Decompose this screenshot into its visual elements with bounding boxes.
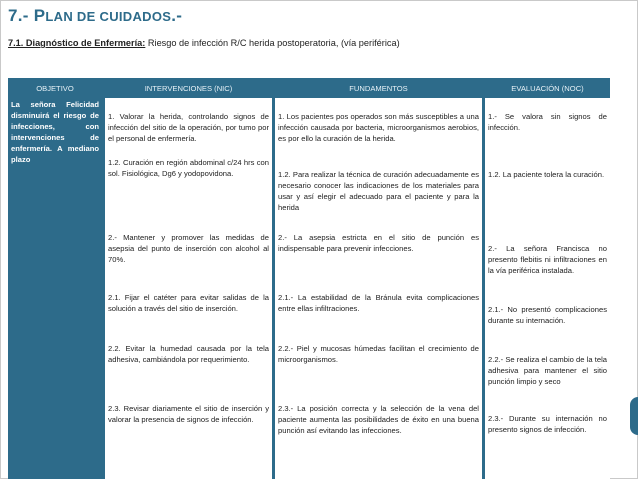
evaluacion-item: 2.- La señora Francisca no presento flebitis ni infiltraciones en la vía periférica instalada.	[488, 244, 607, 275]
fundamento-item: 2.- La asepsia estricta en el sitio de punción es indispensable para prevenir infecciones.	[278, 233, 479, 253]
fundamento-item: 2.1.- La estabilidad de la Bránula evita complicaciones entre ellas infiltraciones.	[278, 293, 479, 313]
diagnosis-text: Riesgo de infección R/C herida postoperatoria, (vía periférica)	[145, 38, 400, 48]
evaluacion-item: 2.3.- Durante su internación no presento signos de infección.	[488, 414, 607, 434]
intervencion-item: 2.3. Revisar diariamente el sitio de inserción y valorar la presencia de signos de infección.	[108, 404, 269, 424]
header-evaluacion: EVALUACIÓN (NOC)	[485, 78, 610, 98]
fundamento-item: 1. Los pacientes pos operados son más susceptibles a una infección causada por bacteria, microorganismos aerobios, es por ello la curación de la herida.	[278, 112, 479, 143]
intervenciones-cell	[105, 98, 272, 479]
header-objetivo: OBJETIVO	[8, 78, 102, 98]
objetivo-cell	[8, 98, 102, 479]
intervencion-item: 1.2. Curación en región abdominal c/24 hrs con sol. Fisiológica, Dg6 y yodopovidona.	[108, 158, 269, 178]
intervencion-item: 1. Valorar la herida, controlando signos de infección del sitio de la operación, por tumo por el personal de enfermería.	[108, 112, 269, 143]
evaluacion-cell	[485, 98, 610, 479]
fundamentos-cell	[275, 98, 482, 479]
slide-edge-tab	[630, 397, 638, 435]
header-fundamentos: FUNDAMENTOS	[275, 78, 482, 98]
evaluacion-item: 1.2. La paciente tolera la curación.	[488, 170, 605, 179]
intervencion-item: 2.2. Evitar la humedad causada por la tela adhesiva, cambiándola por requerimiento.	[108, 344, 269, 364]
fundamento-item: 2.2.- Piel y mucosas húmedas facilitan el crecimiento de microorganismos.	[278, 344, 479, 364]
header-intervenciones: INTERVENCIONES (NIC)	[105, 78, 272, 98]
evaluacion-item: 1.- Se valora sin signos de infección.	[488, 112, 607, 132]
diagnosis-subtitle	[8, 38, 400, 48]
fundamento-item: 2.3.- La posición correcta y la selección de la vena del paciente aumenta las posibilidades de éxito en una buena punción así evitando las infecciones.	[278, 404, 479, 435]
page-title: 7.- PLAN DE CUIDADOS.-	[8, 6, 183, 25]
evaluacion-item: 2.2.- Se realiza el cambio de la tela adhesiva para mantener el sitio punción limpio y seco	[488, 355, 607, 386]
evaluacion-item: 2.1.- No presentó complicaciones durante su internación.	[488, 305, 607, 325]
fundamento-item: 1.2. Para realizar la técnica de curación adecuadamente es necesario conocer las indicaciones de los materiales para usar y así elegir el adecuado para el paciente y para la herida	[278, 170, 479, 212]
care-plan-table	[8, 78, 610, 479]
objetivo-text: La señora Felicidad disminuirá el riesgo de infecciones, con intervenciones de enfermería. A mediano plazo	[11, 100, 99, 164]
intervencion-item: 2.1. Fijar el catéter para evitar salidas de la solución a través del sitio de inserción.	[108, 293, 269, 313]
diagnosis-label: 7.1. Diagnóstico de Enfermería:	[8, 38, 146, 48]
intervencion-item: 2.- Mantener y promover las medidas de asepsia del punto de inserción con alcohol al 70%.	[108, 233, 269, 264]
